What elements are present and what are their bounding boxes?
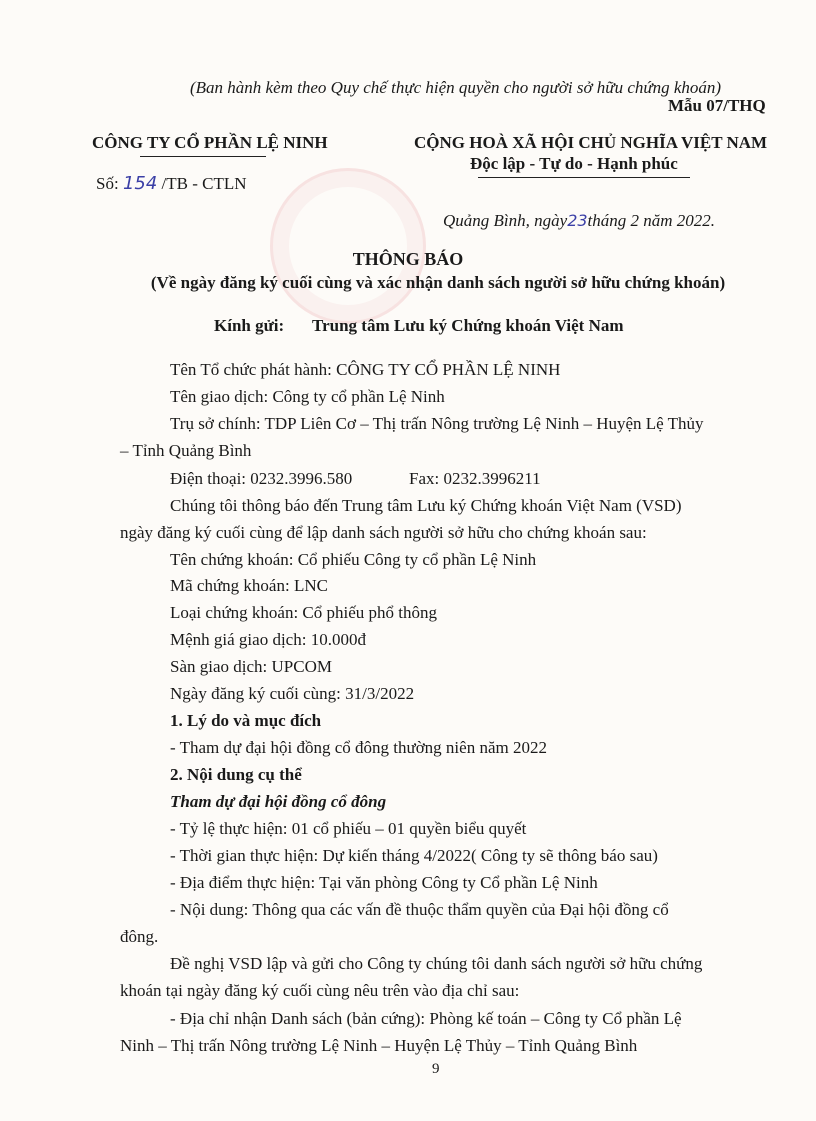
fax-line: Fax: 0232.3996211 — [409, 469, 541, 488]
place-date: Quảng Bình, ngày23tháng 2 năm 2022. — [443, 211, 716, 230]
faded-stamp-mark — [270, 168, 426, 324]
address-line-1: - Địa chỉ nhận Danh sách (bản cứng): Phòng kế toán – Công ty Cổ phần Lệ — [170, 1009, 682, 1028]
intro-line-1: Chúng tôi thông báo đến Trung tâm Lưu ký Chứng khoán Việt Nam (VSD) — [170, 496, 682, 515]
phone-line: Điện thoại: 0232.3996.580 — [170, 469, 353, 488]
company-underline — [140, 156, 266, 157]
content-line-1: - Nội dung: Thông qua các vấn đề thuộc thẩm quyền của Đại hội đồng cổ — [170, 900, 669, 919]
par-value-line: Mệnh giá giao dịch: 10.000đ — [170, 630, 366, 649]
intro-line-2: ngày đăng ký cuối cùng để lập danh sách người sở hữu cho chứng khoán sau: — [120, 523, 647, 542]
section-1-title: 1. Lý do và mục đích — [170, 711, 322, 730]
place-line: - Địa điểm thực hiện: Tại văn phòng Công ty Cổ phần Lệ Ninh — [170, 873, 598, 892]
ratio-line: - Tỷ lệ thực hiện: 01 cổ phiếu – 01 quyền biểu quyết — [170, 819, 527, 838]
trade-name-line: Tên giao dịch: Công ty cổ phần Lệ Ninh — [170, 387, 445, 406]
section-2-subtitle: Tham dự đại hội đồng cổ đông — [170, 792, 387, 811]
exchange-line: Sàn giao dịch: UPCOM — [170, 657, 332, 676]
notice-title: THÔNG BÁO — [352, 249, 464, 269]
hq-line-1: Trụ sở chính: TDP Liên Cơ – Thị trấn Nông trường Lệ Ninh – Huyện Lệ Thủy — [170, 414, 704, 433]
country-name: CỘNG HOÀ XÃ HỘI CHỦ NGHĨA VIỆT NAM — [414, 133, 768, 152]
record-date-line: Ngày đăng ký cuối cùng: 31/3/2022 — [170, 684, 415, 703]
form-number: Mẫu 07/THQ — [668, 96, 766, 115]
handwritten-number: 154 — [122, 173, 158, 194]
request-line-2: khoán tại ngày đăng ký cuối cùng nêu trên vào địa chỉ sau: — [120, 981, 520, 1000]
handwritten-day: 23 — [567, 211, 588, 230]
motto-underline — [478, 177, 690, 178]
document-number: Số: 154 /TB - CTLN — [96, 173, 247, 194]
national-motto: Độc lập - Tự do - Hạnh phúc — [470, 154, 678, 173]
content-line-2: đông. — [120, 927, 159, 946]
request-line-1: Đề nghị VSD lập và gửi cho Công ty chúng tôi danh sách người sở hữu chứng — [170, 954, 703, 973]
issued-with-note: (Ban hành kèm theo Quy chế thực hiện quyền cho người sở hữu chứng khoán) — [190, 78, 722, 97]
recipient: Trung tâm Lưu ký Chứng khoán Việt Nam — [312, 316, 624, 335]
section-2-title: 2. Nội dung cụ thể — [170, 765, 302, 784]
security-type-line: Loại chứng khoán: Cổ phiếu phổ thông — [170, 603, 438, 622]
section-1-item: - Tham dự đại hội đồng cổ đông thường niên năm 2022 — [170, 738, 547, 757]
time-line: - Thời gian thực hiện: Dự kiến tháng 4/2022( Công ty sẽ thông báo sau) — [170, 846, 658, 865]
page-number: 9 — [432, 1061, 440, 1077]
company-name: CÔNG TY CỔ PHẦN LỆ NINH — [92, 133, 328, 152]
recipient-label: Kính gửi: — [214, 316, 285, 335]
notice-subtitle: (Về ngày đăng ký cuối cùng và xác nhận danh sách người sở hữu chứng khoán) — [150, 273, 726, 292]
address-line-2: Ninh – Thị trấn Nông trường Lệ Ninh – Huyện Lệ Thủy – Tỉnh Quảng Bình — [120, 1036, 638, 1055]
security-name-line: Tên chứng khoán: Cổ phiếu Công ty cổ phần Lệ Ninh — [170, 550, 537, 569]
issuer-line: Tên Tổ chức phát hành: CÔNG TY CỔ PHẦN LỆ NINH — [170, 360, 561, 379]
ticker-line: Mã chứng khoán: LNC — [170, 576, 328, 595]
hq-line-2: – Tỉnh Quảng Bình — [120, 441, 252, 460]
